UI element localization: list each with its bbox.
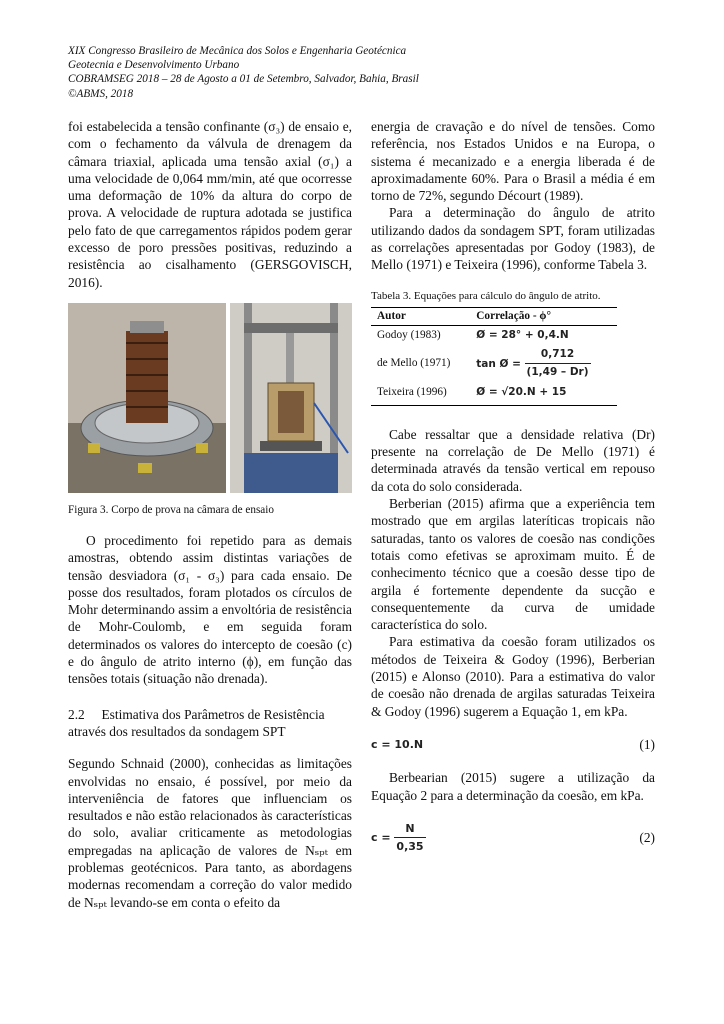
table-cell-author: de Mello (1971) bbox=[377, 356, 451, 369]
section-heading bbox=[68, 706, 352, 741]
paragraph: foi estabelecida a tensão confinante (σ₃) de ensaio e, com o fechamento da válvula de drenagem da câmara triaxial, aplicada uma tensão axial (σ₁) a uma velocidade de 0,064 mm/min, até que ocorresse uma deformação de 10% da altura do corpo de prova. A velocidade de ruptura adotada se justifica pelo fato de que carregamentos rápidos podem gerar excesso de poro pressões positivas, reduzindo a resistência ao cisalhamento (GERSGOVISCH, 2016). bbox=[68, 119, 352, 290]
section-title: Estimativa dos Parâmetros de Resistência através dos resultados da sondagem SPT bbox=[68, 706, 325, 739]
paragraph: Para a determinação do ângulo de atrito utilizando dados da sondagem SPT, foram utilizadas as correlações apresentadas por Godoy (1983), de Mello (1971) e Teixeira (1996), conforme Tabela 3. bbox=[371, 205, 655, 273]
figure-3 bbox=[68, 303, 352, 493]
equation-2-formula: c = $\frac{N}{0,35}$ bbox=[371, 821, 424, 854]
paragraph: Berbearian (2015) sugere a utilização da Equação 2 para a determinação da coesão, em kPa. bbox=[371, 770, 655, 803]
table-cell-formula: tan Ø = $\frac{0,712}{(1,49 - Dr)}$ bbox=[476, 347, 589, 379]
table-header: Correlação - ϕ° bbox=[470, 307, 617, 325]
paragraph: Segundo Schnaid (2000), conhecidas as limitações envolvidas no ensaio, é possível, por meio da interveniência de fatores que influenciam os resultados e não estão relacionados às características do solo, avaliar criticamente as metodologias empregadas na aplicação de valores de Nₛₚₜ em problemas geotécnicos. Para tanto, as abordagens modernas recomendam a correção do valor medido de Nₛₚₜ levando-se em conta o efeito da bbox=[68, 756, 352, 910]
equation-2-number: (2) bbox=[639, 829, 655, 845]
specimen-photo bbox=[68, 303, 226, 493]
equation-1-number: (1) bbox=[639, 736, 655, 752]
paragraph: energia de cravação e do nível de tensões. Como referência, nos Estados Unidos e na Europa, o sistema é mecanizado e a energia liberada é de aproximadamente 60%. Para o Brasil a média é em torno de 72%, segundo Décourt (1989). bbox=[371, 119, 655, 204]
right-column bbox=[371, 118, 655, 855]
friction-angle-table bbox=[371, 307, 617, 406]
triaxial-chamber-photo bbox=[230, 303, 352, 493]
figure-caption: Figura 3. Corpo de prova na câmara de ensaio bbox=[68, 503, 274, 516]
table-header: Autor bbox=[371, 307, 470, 325]
table-cell-author: Teixeira (1996) bbox=[371, 381, 470, 405]
paragraph: Para estimativa da coesão foram utilizados os métodos de Teixeira & Godoy (1996), Berberian (2015) e Alonso (2010). Para a estimativa do valor de coesão não drenada de argilas saturadas Teixeira & Godoy (1996) sugerem a Equação 1, em kPa. bbox=[371, 634, 655, 719]
table-row bbox=[371, 326, 617, 346]
conference-theme: Geotecnia e Desenvolvimento Urbano bbox=[68, 59, 240, 72]
equation-1 bbox=[371, 736, 655, 753]
table-row bbox=[371, 346, 617, 382]
paragraph: O procedimento foi repetido para as demais amostras, obtendo assim distintas variações de tensão desviadora (σ₁ - σ₃) para cada ensaio. De posse dos resultados, foram plotados os círculos de Mohr determinando assim a envoltória de resistência de Mohr-Coulomb, e em seguida foram determinados os valores do intercepto de coesão (c) e do ângulo de atrito interno (ϕ), em função das tensões totais (situação não drenada). bbox=[68, 532, 352, 687]
equation-2 bbox=[371, 820, 655, 856]
conference-title: XIX Congresso Brasileiro de Mecânica dos Solos e Engenharia Geotécnica bbox=[68, 45, 407, 57]
left-column bbox=[68, 118, 352, 911]
copyright: ©ABMS, 2018 bbox=[68, 87, 134, 100]
table-cell-formula: Ø = 28° + 0,4.N bbox=[476, 329, 569, 342]
table-row bbox=[371, 381, 617, 405]
page-header bbox=[68, 44, 668, 101]
table-caption: Tabela 3. Equações para cálculo do ângulo de atrito. bbox=[371, 289, 601, 302]
section-number: 2.2 bbox=[68, 706, 85, 722]
conference-dates: COBRAMSEG 2018 – 28 de Agosto a 01 de Setembro, Salvador, Bahia, Brasil bbox=[68, 73, 419, 86]
table-cell-formula: Ø = √20.N + 15 bbox=[470, 381, 617, 405]
paragraph: Berberian (2015) afirma que a experiência tem mostrado que em argilas lateríticas tropicais não saturadas, tanto os valores de coesão nas condições totais como efetivas se aproximam muito. É de conhecimento técnico que a coesão desse tipo de argila é fortemente dependente da sucção e consequentemente da curva de umidade característica do solo. bbox=[371, 496, 655, 633]
table-cell-author: Godoy (1983) bbox=[377, 329, 441, 342]
equation-1-formula: c = 10.N bbox=[371, 737, 424, 751]
paragraph: Cabe ressaltar que a densidade relativa (Dr) presente na correlação de De Mello (1971) é determinada através da tensão vertical em repouso da cota do solo considerada. bbox=[371, 426, 655, 494]
